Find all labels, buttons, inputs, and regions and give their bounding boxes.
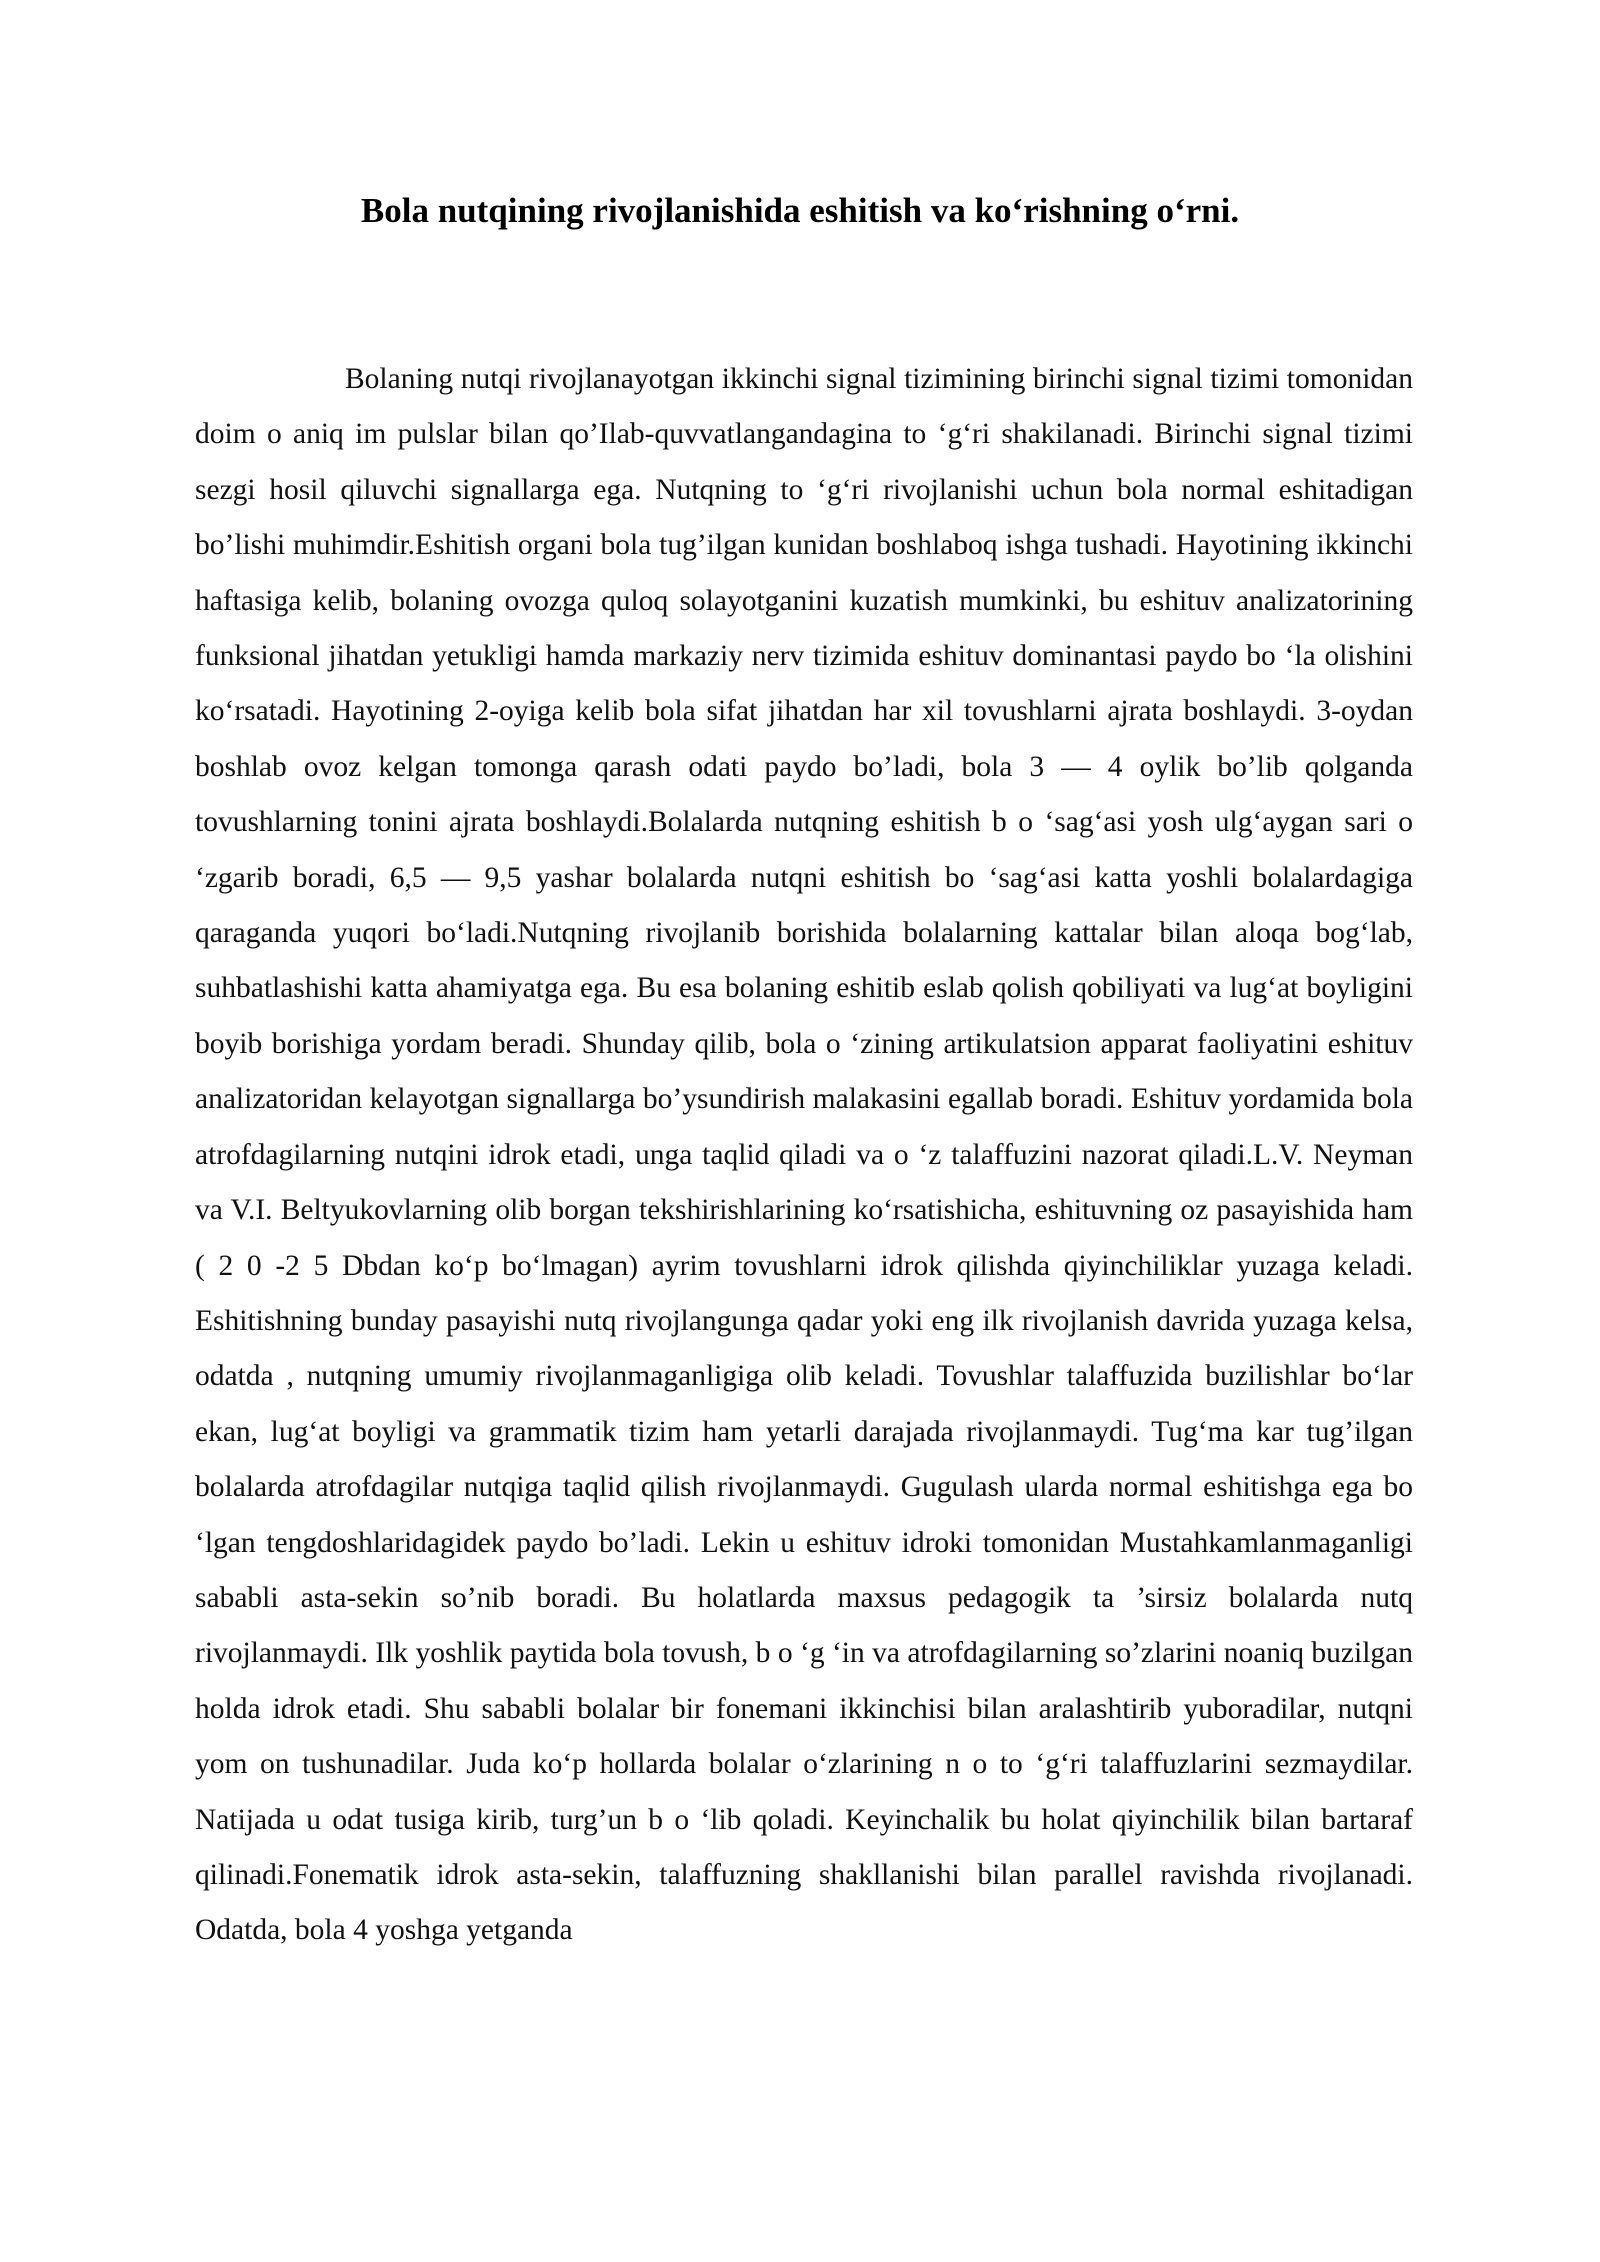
body-paragraph: Bolaning nutqi rivojlanayotgan ikkinchi signal tizimining birinchi signal tizimi tomonidan doim o aniq im pulslar bilan qo’Ilab-quvvatlangandagina to ‘g‘ri shakilanadi. Birinchi signal tizimi sezgi hosil qiluvchi signallarga ega. Nutqning to ‘g‘ri rivojlanishi uchun bola normal eshitadigan bo’lishi muhimdir.Eshitish organi bola tug’ilgan kunidan boshlaboq ishga tushadi. Hayotining ikkinchi haftasiga kelib, bolaning ovozga quloq solayotganini kuzatish mumkinki, bu eshituv analizatorining funksional jihatdan yetukligi hamda markaziy nerv tizimida eshituv dominantasi paydo bo ‘la olishini ko‘rsatadi. Hayotining 2-oyiga kelib bola sifat jihatdan har xil tovushlarni ajrata boshlaydi. 3-oydan boshlab ovoz kelgan tomonga qarash odati paydo bo’ladi, bola 3 — 4 oylik bo’lib qolganda tovushlarning tonini ajrata boshlaydi.Bolalarda nutqning eshitish b o ‘sag‘asi yosh ulg‘aygan sari o ‘zgarib boradi, 6,5 — 9,5 yashar bolalarda nutqni eshitish bo ‘sag‘asi katta yoshli bolalardagiga qaraganda yuqori bo‘ladi.Nutqning rivojlanib borishida bolalarning kattalar bilan aloqa bog‘lab, suhbatlashishi katta ahamiyatga ega. Bu esa bolaning eshitib eslab qolish qobiliyati va lug‘at boyligini boyib borishiga yordam beradi. Shunday qilib, bola o ‘zining artikulatsion apparat faoliyatini eshituv analizatoridan kelayotgan signallarga bo’ysundirish malakasini egallab boradi. Eshituv yordamida bola atrofdagilarning nutqini idrok etadi, unga taqlid qiladi va o ‘z talaffuzini nazorat qiladi.L.V. Neyman va V.I. Beltyukovlarning olib borgan tekshirishlarining ko‘rsatishicha, eshituvning oz pasayishida ham ( 2 0 -2 5 Dbdan ko‘p bo‘lmagan) ayrim tovushlarni idrok qilishda qiyinchiliklar yuzaga keladi. Eshitishning bunday pasayishi nutq rivojlangunga qadar yoki eng ilk rivojlanish davrida yuzaga kelsa, odatda , nutqning umumiy rivojlanmaganligiga olib keladi. Tovushlar talaffuzida buzilishlar bo‘lar ekan, lug‘at boyligi va grammatik tizim ham yetarli darajada rivojlanmaydi. Tug‘ma kar tug’ilgan bolalarda atrofdagilar nutqiga taqlid qilish rivojlanmaydi. Gugulash ularda normal eshitishga ega bo ‘lgan tengdoshlaridagidek paydo bo’ladi. Lekin u eshituv idroki tomonidan Mustahkamlanmaganligi sababli asta-sekin so’nib boradi. Bu holatlarda maxsus pedagogik ta ’sirsiz bolalarda nutq rivojlanmaydi. Ilk yoshlik paytida bola tovush, b o ‘g ‘in va atrofdagilarning so’zlarini noaniq buzilgan holda idrok etadi. Shu sababli bolalar bir fonemani ikkinchisi bilan aralashtirib yuboradilar, nutqni yom on tushunadilar. Juda ko‘p hollarda bolalar o‘zlarining n o to ‘g‘ri talaffuzlarini sezmaydilar. Natijada u odat tusiga kirib, turg’un b o ‘lib qoladi. Keyinchalik bu holat qiyinchilik bilan bartaraf qilinadi.Fonematik idrok asta-sekin, talaffuzning shakllanishi bilan parallel ravishda rivojlanadi. Odatda, bola 4 yoshga yetganda [195,363,1413,1947]
document-title: Bola nutqining rivojlanishida eshitish va ko‘rishning o‘rni. [360,191,1240,230]
